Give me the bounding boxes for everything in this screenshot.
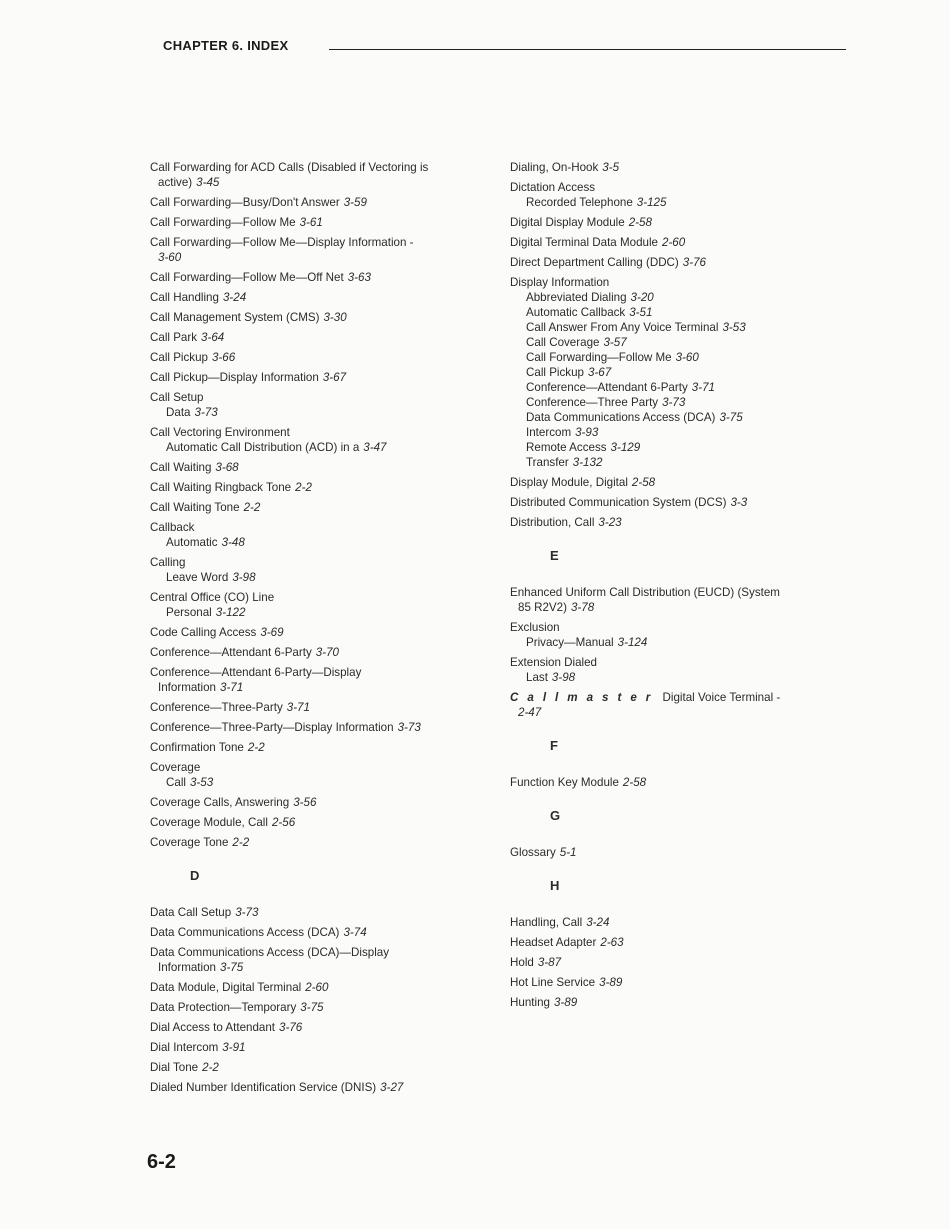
- index-entry: [150, 460, 495, 475]
- page-ref: 2-47: [518, 706, 542, 719]
- entry-term: Headset Adapter: [510, 936, 597, 949]
- page-ref: 3-23: [598, 516, 622, 529]
- entry-term: Call Forwarding—Follow Me—Off Net: [150, 271, 344, 284]
- page-ref: 3-61: [299, 216, 323, 229]
- entry-term: Hunting: [510, 996, 550, 1009]
- subentry-term: Conference—Three Party: [526, 396, 659, 409]
- index-entry: [510, 215, 835, 230]
- page-ref: 3-89: [599, 976, 623, 989]
- page-ref: 3-75: [220, 961, 244, 974]
- entry-term: Coverage: [150, 761, 201, 774]
- index-entry: [150, 520, 495, 550]
- section-letter-g: G: [550, 808, 561, 823]
- page-ref: 3-76: [279, 1021, 303, 1034]
- page-ref: 3-30: [323, 311, 347, 324]
- index-entry: [150, 480, 495, 495]
- entry-term: Coverage Tone: [150, 836, 229, 849]
- page-ref: 3-3: [730, 496, 748, 509]
- index-entry: [150, 665, 495, 695]
- page-ref: 3-76: [682, 256, 707, 269]
- page-ref: 3-24: [586, 916, 610, 929]
- page-ref: 3-5: [602, 161, 620, 174]
- entry-term: Dialed Number Identification Service (DNIS): [150, 1081, 377, 1094]
- subentry-term: Call Answer From Any Voice Terminal: [526, 321, 719, 334]
- page-ref: 3-47: [363, 441, 387, 454]
- index-subentry: [150, 570, 495, 585]
- entry-term: Data Protection—Temporary: [150, 1001, 297, 1014]
- page-ref: 3-67: [322, 371, 347, 384]
- subentry-term: Conference—Attendant 6-Party: [526, 381, 688, 394]
- index-subentry: [510, 195, 835, 210]
- page-ref: 2-58: [622, 776, 647, 789]
- subentry-term: Personal: [166, 606, 212, 619]
- entry-term: Call Setup: [150, 391, 204, 404]
- page-ref: 3-78: [570, 601, 595, 614]
- index-entry: [150, 700, 495, 715]
- index-group-c: [150, 160, 495, 850]
- page-ref: 3-70: [315, 646, 339, 659]
- index-subentry: [510, 635, 835, 650]
- page-ref: 2-58: [628, 216, 652, 229]
- entry-term: Call Waiting Ringback Tone: [150, 481, 292, 494]
- entry-term-cont: active): [158, 176, 193, 189]
- index-entry: [150, 330, 495, 345]
- index-entry: [150, 925, 495, 940]
- page-ref: 3-63: [347, 271, 371, 284]
- page-ref: 3-73: [662, 396, 686, 409]
- entry-term: Call Forwarding for ACD Calls (Disabled if Vectoring is: [150, 161, 429, 174]
- page-ref: 3-60: [158, 251, 182, 264]
- entry-term: Conference—Three-Party: [150, 701, 283, 714]
- index-subentry: [510, 320, 835, 335]
- index-subentry: [510, 365, 835, 380]
- subentry-term: Transfer: [526, 456, 569, 469]
- index-subentry: [510, 670, 835, 685]
- page-ref: 3-122: [215, 606, 246, 619]
- index-entry: [150, 370, 495, 385]
- page-ref: 3-98: [232, 571, 256, 584]
- entry-term: Dial Tone: [150, 1061, 199, 1074]
- page-ref: 3-66: [212, 351, 236, 364]
- entry-term: Code Calling Access: [150, 626, 257, 639]
- index-entry: [150, 720, 495, 735]
- index-entry: [510, 655, 835, 685]
- entry-term: Data Module, Digital Terminal: [150, 981, 302, 994]
- index-entry: [150, 425, 495, 455]
- index-entry: [150, 645, 495, 660]
- index-subentry: [510, 455, 835, 470]
- index-entry: [150, 1000, 495, 1015]
- page-ref: 2-58: [631, 476, 656, 489]
- subentry-term: Last: [526, 671, 548, 684]
- page-ref: 3-20: [630, 291, 654, 304]
- index-subentry: [510, 410, 835, 425]
- page-ref: 3-71: [220, 681, 244, 694]
- index-entry-callmaster: [510, 690, 835, 720]
- page-number: 6-2: [147, 1151, 176, 1173]
- index-subentry: [510, 425, 835, 440]
- entry-term: Distribution, Call: [510, 516, 595, 529]
- index-entry: [510, 495, 835, 510]
- index-subentry: [150, 535, 495, 550]
- entry-term: Distributed Communication System (DCS): [510, 496, 727, 509]
- page-ref: 3-69: [260, 626, 284, 639]
- page-ref: 3-132: [572, 456, 603, 469]
- index-entry: [510, 975, 835, 990]
- entry-term: Confirmation Tone: [150, 741, 244, 754]
- entry-term: Dialing, On-Hook: [510, 161, 599, 174]
- index-entry: [510, 160, 835, 175]
- callmaster-rest: Digital Voice Terminal -: [662, 691, 781, 704]
- entry-term: Digital Terminal Data Module: [510, 236, 658, 249]
- header-rule: [329, 49, 846, 50]
- entry-term: Hold: [510, 956, 534, 969]
- section-letter-d: D: [190, 868, 200, 883]
- index-subentry: [150, 605, 495, 620]
- page-ref: 3-74: [343, 926, 367, 939]
- index-group-h: [510, 915, 835, 1010]
- page-ref: 3-59: [343, 196, 367, 209]
- index-entry: [150, 760, 495, 790]
- entry-term-cont: Information: [158, 961, 216, 974]
- index-subentry: [150, 775, 495, 790]
- index-subentry: [510, 350, 835, 365]
- entry-term: Coverage Calls, Answering: [150, 796, 290, 809]
- page-ref: 3-73: [235, 906, 259, 919]
- page-ref: 2-56: [271, 816, 296, 829]
- index-entry: [510, 585, 835, 615]
- entry-term: Call Pickup: [150, 351, 208, 364]
- index-entry: [150, 590, 495, 620]
- page-ref: 5-1: [559, 846, 577, 859]
- page-ref: 3-91: [222, 1041, 246, 1054]
- entry-term-cont: Information: [158, 681, 216, 694]
- entry-term: Extension Dialed: [510, 656, 598, 669]
- entry-term: Call Forwarding—Follow Me: [150, 216, 296, 229]
- index-group-d-cont: [510, 160, 835, 530]
- section-letter-h: H: [550, 878, 560, 893]
- index-entry: [150, 905, 495, 920]
- page-ref: 3-71: [691, 381, 715, 394]
- subentry-term: Recorded Telephone: [526, 196, 633, 209]
- page-ref: 3-75: [719, 411, 743, 424]
- index-entry: [510, 515, 835, 530]
- index-entry: [150, 945, 495, 975]
- index-entry: [510, 275, 835, 470]
- index-entry: [150, 980, 495, 995]
- page-ref: 2-2: [202, 1061, 219, 1074]
- index-subentry: [510, 335, 835, 350]
- entry-term: Call Waiting Tone: [150, 501, 240, 514]
- index-entry: [510, 235, 835, 250]
- entry-term: Call Waiting: [150, 461, 212, 474]
- index-entry: [150, 235, 495, 265]
- index-entry: [150, 555, 495, 585]
- entry-term: Calling: [150, 556, 186, 569]
- page-ref: 3-56: [293, 796, 317, 809]
- page-ref: 3-57: [603, 336, 627, 349]
- index-entry: [150, 390, 495, 420]
- subentry-term: Data: [166, 406, 191, 419]
- page-ref: 2-60: [662, 236, 686, 249]
- entry-term: Hot Line Service: [510, 976, 596, 989]
- index-entry: [150, 350, 495, 365]
- page-ref: 3-67: [588, 366, 612, 379]
- page-ref: 2-2: [232, 836, 250, 849]
- entry-term: Data Communications Access (DCA)—Display: [150, 946, 390, 959]
- entry-term: Call Vectoring Environment: [150, 426, 290, 439]
- index-entry: [150, 500, 495, 515]
- page-ref: 3-98: [551, 671, 576, 684]
- index-entry: [150, 795, 495, 810]
- section-letter-e: E: [550, 548, 559, 563]
- entry-continuation: [150, 680, 495, 695]
- entry-term: Conference—Attendant 6-Party—Display: [150, 666, 362, 679]
- entry-term: Function Key Module: [510, 776, 619, 789]
- index-entry: [510, 180, 835, 210]
- index-entry: [150, 215, 495, 230]
- entry-term: Handling, Call: [510, 916, 583, 929]
- page-ref: 3-24: [222, 291, 247, 304]
- entry-term: Display Module, Digital: [510, 476, 628, 489]
- index-entry: [510, 620, 835, 650]
- index-group-g: [510, 845, 835, 860]
- subentry-term: Call Coverage: [526, 336, 600, 349]
- page-ref: 3-71: [286, 701, 310, 714]
- index-entry: [510, 955, 835, 970]
- index-entry: [510, 845, 835, 860]
- page-ref: 3-93: [575, 426, 599, 439]
- entry-term: Central Office (CO) Line: [150, 591, 275, 604]
- subentry-term: Automatic Call Distribution (ACD) in a: [166, 441, 360, 454]
- entry-term: Conference—Attendant 6-Party: [150, 646, 312, 659]
- entry-term: Data Call Setup: [150, 906, 232, 919]
- index-entry: [510, 935, 835, 950]
- index-entry: [510, 915, 835, 930]
- entry-term: Data Communications Access (DCA): [150, 926, 340, 939]
- index-entry: [510, 255, 835, 270]
- page-ref: 3-129: [610, 441, 641, 454]
- index-subentry: [510, 290, 835, 305]
- page-ref: 3-73: [397, 721, 421, 734]
- subentry-term: Call Forwarding—Follow Me: [526, 351, 672, 364]
- index-entry: [150, 625, 495, 640]
- entry-continuation: [150, 175, 495, 190]
- page-ref: 3-51: [629, 306, 653, 319]
- page-ref: 3-75: [300, 1001, 324, 1014]
- index-entry: [150, 1060, 495, 1075]
- page-ref: 2-2: [295, 481, 312, 494]
- subentry-term: Abbreviated Dialing: [526, 291, 627, 304]
- entry-continuation: [510, 600, 835, 615]
- index-entry: [150, 835, 495, 850]
- index-subentry: [150, 405, 495, 420]
- entry-term: Direct Department Calling (DDC): [510, 256, 679, 269]
- index-entry: [150, 195, 495, 210]
- page-ref: 2-2: [247, 741, 265, 754]
- entry-term: Call Forwarding—Busy/Don't Answer: [150, 196, 340, 209]
- index-entry: [150, 740, 495, 755]
- subentry-term: Automatic Callback: [526, 306, 626, 319]
- entry-term: Coverage Module, Call: [150, 816, 268, 829]
- index-subentry: [510, 395, 835, 410]
- index-entry: [150, 290, 495, 305]
- index-group-d: [150, 905, 495, 1095]
- entry-term-cont: 85 R2V2): [518, 601, 567, 614]
- subentry-term: Intercom: [526, 426, 572, 439]
- page-ref: 3-45: [196, 176, 220, 189]
- page-ref: 3-60: [675, 351, 699, 364]
- entry-term: Dictation Access: [510, 181, 596, 194]
- index-entry: [150, 1020, 495, 1035]
- index-entry: [510, 475, 835, 490]
- index-entry: [150, 815, 495, 830]
- index-subentry: [510, 305, 835, 320]
- page-ref: 3-68: [215, 461, 239, 474]
- entry-term: Call Park: [150, 331, 198, 344]
- page-ref: 3-87: [537, 956, 562, 969]
- index-group-e: [510, 585, 835, 685]
- index-column-left: [150, 160, 495, 1100]
- entry-term: Call Management System (CMS): [150, 311, 320, 324]
- entry-term: Call Pickup—Display Information: [150, 371, 319, 384]
- index-subentry: [510, 440, 835, 455]
- page-ref: 3-73: [194, 406, 218, 419]
- section-letter-f: F: [550, 738, 558, 753]
- entry-continuation: [150, 250, 495, 265]
- callmaster-brand: Callmaster: [510, 691, 660, 704]
- entry-term: Callback: [150, 521, 195, 534]
- page-ref: 3-48: [221, 536, 245, 549]
- entry-term: Call Forwarding—Follow Me—Display Information -: [150, 236, 414, 249]
- entry-term: Dial Intercom: [150, 1041, 219, 1054]
- subentry-term: Leave Word: [166, 571, 229, 584]
- index-entry: [150, 1040, 495, 1055]
- page-ref: 2-60: [305, 981, 329, 994]
- entry-term: Dial Access to Attendant: [150, 1021, 276, 1034]
- entry-continuation: [150, 960, 495, 975]
- index-subentry: [510, 380, 835, 395]
- entry-term: Enhanced Uniform Call Distribution (EUCD) (System: [510, 586, 780, 599]
- entry-term: Display Information: [510, 276, 610, 289]
- index-group-f: [510, 775, 835, 790]
- subentry-term: Call Pickup: [526, 366, 584, 379]
- index-entry: [510, 775, 835, 790]
- index-subentry: [150, 440, 495, 455]
- page-ref: 2-63: [600, 936, 624, 949]
- entry-term: Digital Display Module: [510, 216, 625, 229]
- index-entry: [510, 995, 835, 1010]
- page-ref: 3-53: [189, 776, 214, 789]
- subentry-term: Call: [166, 776, 186, 789]
- page-ref: 3-89: [553, 996, 578, 1009]
- page-ref: 3-125: [636, 196, 667, 209]
- index-entry: [150, 1080, 495, 1095]
- subentry-term: Automatic: [166, 536, 218, 549]
- page-ref: 3-27: [380, 1081, 404, 1094]
- subentry-term: Privacy—Manual: [526, 636, 614, 649]
- entry-term: Conference—Three-Party—Display Information: [150, 721, 394, 734]
- index-entry: [150, 270, 495, 285]
- index-entry: [150, 310, 495, 325]
- index-entry: [150, 160, 495, 190]
- index-column-right: [510, 160, 835, 1015]
- subentry-term: Remote Access: [526, 441, 607, 454]
- page-ref: 3-53: [722, 321, 746, 334]
- entry-term: Call Handling: [150, 291, 219, 304]
- page-header: [163, 38, 846, 58]
- entry-term: Exclusion: [510, 621, 560, 634]
- page-ref: 2-2: [243, 501, 261, 514]
- entry-term: Glossary: [510, 846, 556, 859]
- subentry-term: Data Communications Access (DCA): [526, 411, 716, 424]
- page-ref: 3-124: [617, 636, 648, 649]
- chapter-title: CHAPTER 6. INDEX: [163, 38, 289, 53]
- page-ref: 3-64: [201, 331, 225, 344]
